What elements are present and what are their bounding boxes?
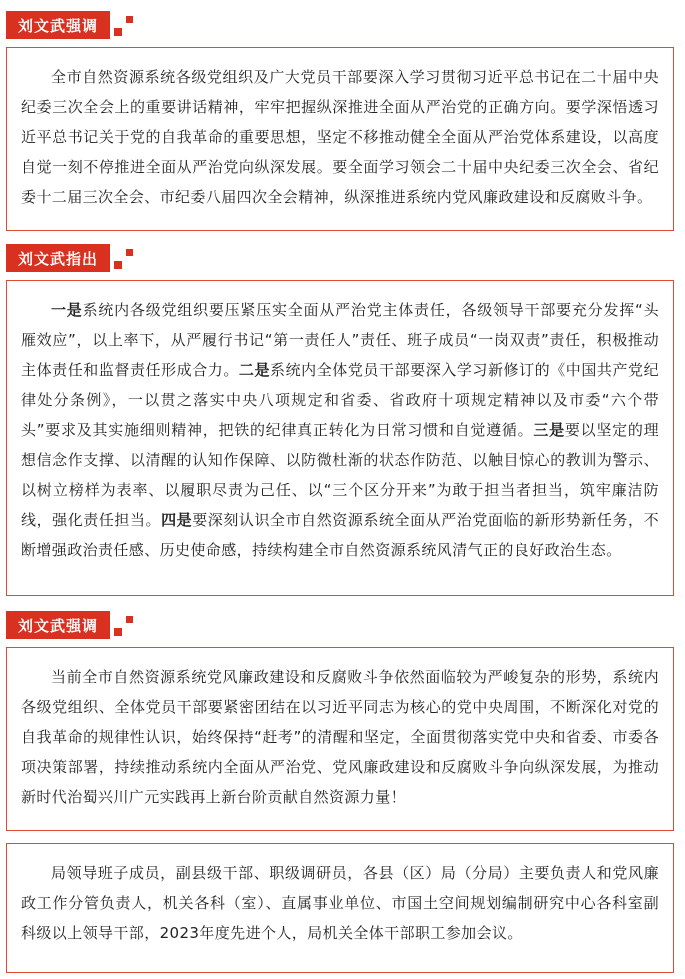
section-tag-points: [6, 243, 136, 273]
point-lead: 三是: [533, 421, 565, 439]
point-lead: 一是: [51, 301, 83, 319]
point-lead: 二是: [238, 361, 271, 379]
section-paragraph: [21, 295, 659, 565]
section-box-1: [6, 47, 674, 231]
section-tag-label: 刘文武强调: [6, 11, 110, 39]
section-box-attendees: [6, 843, 674, 973]
tag-decoration-square: [114, 28, 122, 36]
section-tag-emphasis-1: [6, 10, 136, 40]
point-text: 要以坚定的理想信念作支撑、以清醒的认知作保障、以防微杜渐的状态作防范、以触目惊心的教训为警示、以树立榜样为表率、以履职尽责为己任、以“三个区分开来”为敢于担当者担当，筑牢廉洁防线，强化责任担当。: [21, 421, 659, 529]
tag-decoration-square: [126, 249, 133, 256]
section-box-3: [6, 647, 674, 831]
tag-decoration-square: [126, 16, 133, 23]
section-paragraph: 当前全市自然资源系统党风廉政建设和反腐败斗争依然面临较为严峻复杂的形势，系统内各级党组织、全体党员干部要紧密团结在以习近平同志为核心的党中央周围，不断深化对党的自我革命的规律性认识，始终保持“赶考”的清醒和坚定，全面贯彻落实党中央和省委、市委各项决策部署，持续推动系统内全面从严治党、党风廉政建设和反腐败斗争向纵深发展，为推动新时代治蜀兴川广元实践再上新台阶贡献自然资源力量！: [21, 668, 659, 806]
attendees-paragraph: 局领导班子成员，副县级干部、职级调研员，各县（区）局（分局）主要负责人和党风廉政工作分管负责人，机关各科（室）、直属事业单位、市国土空间规划编制研究中心各科室副科级以上领导干部，2023年度先进个人，局机关全体干部职工参加会议。: [21, 864, 659, 942]
point-text: 要深刻认识全市自然资源系统全面从严治党面临的新形势新任务，不断增强政治责任感、历史使命感，持续构建全市自然资源系统风清气正的良好政治生态。: [21, 511, 659, 559]
section-box-2: [6, 280, 674, 596]
tag-decoration-square: [114, 261, 122, 269]
tag-decoration-square: [126, 616, 133, 623]
section-paragraph: 全市自然资源系统各级党组织及广大党员干部要深入学习贯彻习近平总书记在二十届中央纪委三次全会上的重要讲话精神，牢牢把握纵深推进全面从严治党的正确方向。要学深悟透习近平总书记关于党的自我革命的重要思想，坚定不移推动健全全面从严治党体系建设，以高度自觉一刻不停推进全面从严治党向纵深发展。要全面学习领会二十届中央纪委三次全会、省纪委十二届三次全会、市纪委八届四次全会精神，纵深推进系统内党风廉政建设和反腐败斗争。: [21, 68, 659, 206]
tag-decoration-square: [114, 628, 122, 636]
section-tag-label: 刘文武指出: [6, 244, 110, 272]
point-text: 系统内各级党组织要压紧压实全面从严治党主体责任，各级领导干部要充分发挥“头雁效应”，以上率下，从严履行书记“第一责任人”责任、班子成员“一岗双责”责任，积极推动主体责任和监督责任形成合力。: [21, 301, 659, 379]
section-tag-emphasis-2: [6, 610, 136, 640]
point-text: 系统内全体党员干部要深入学习新修订的《中国共产党纪律处分条例》，一以贯之落实中央八项规定和省委、省政府十项规定精神以及市委“六个带头”要求及其实施细则精神，把铁的纪律真正转化为日常习惯和自觉遵循。: [21, 361, 659, 439]
section-tag-label: 刘文武强调: [6, 611, 110, 639]
point-lead: 四是: [161, 511, 193, 529]
